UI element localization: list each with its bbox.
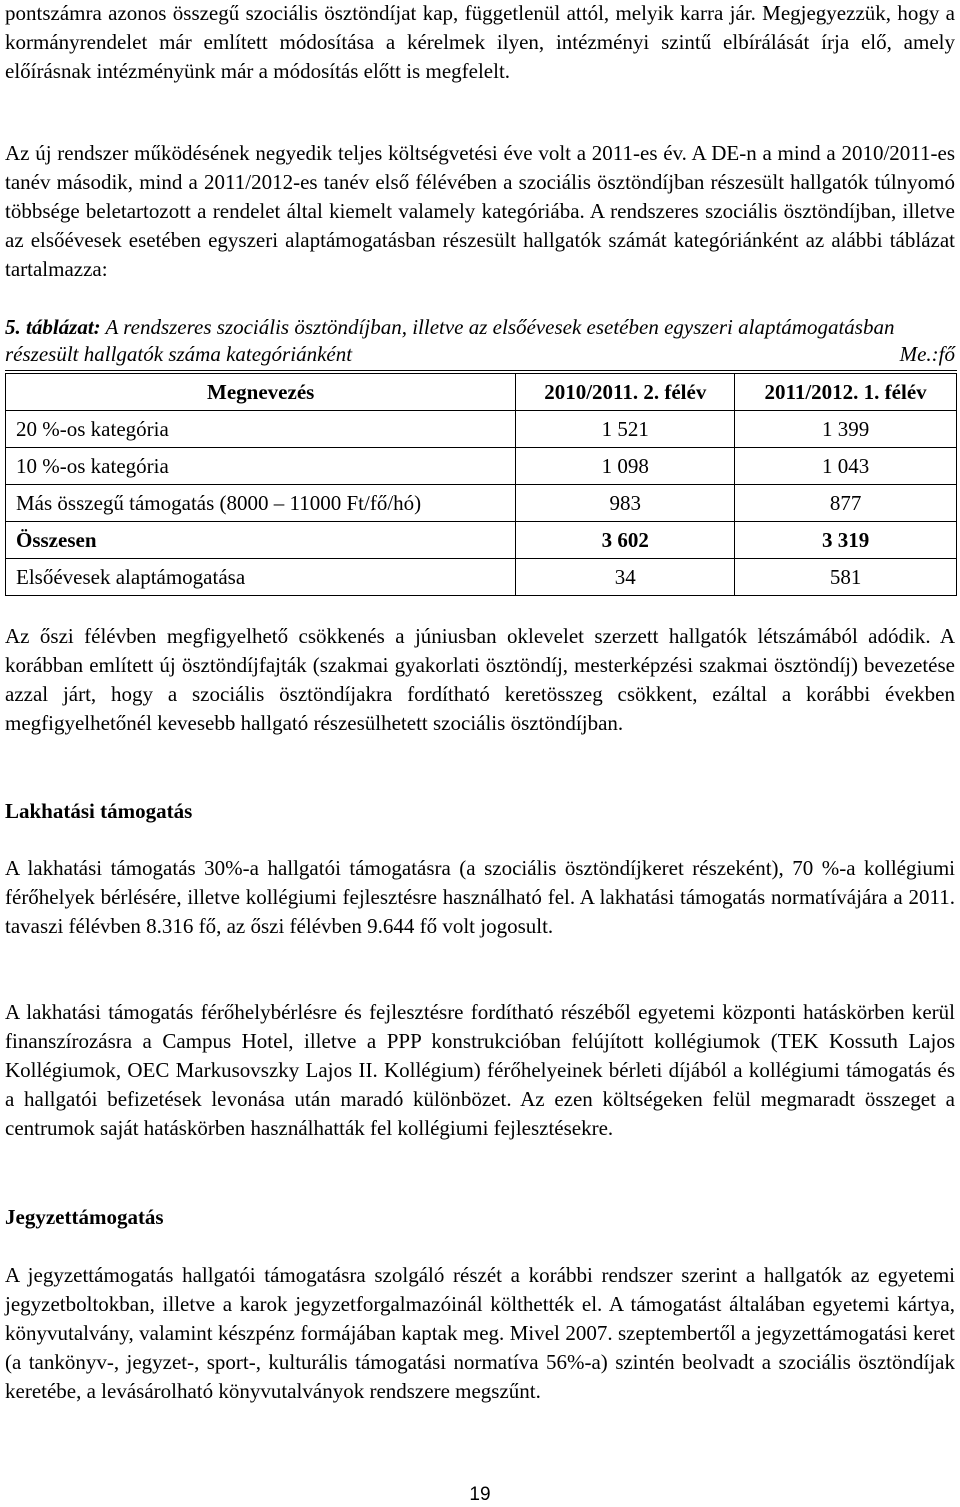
table-cell: 581 xyxy=(735,559,957,596)
table-cell: Más összegű támogatás (8000 – 11000 Ft/fő/hó) xyxy=(6,485,516,522)
heading-lakhatasi: Lakhatási támogatás xyxy=(5,799,193,823)
table-row xyxy=(6,559,957,596)
paragraph-housing-support: A lakhatási támogatás 30%-a hallgatói támogatásra (a szociális ösztöndíjkeret részeként), 70 %-a kollégiumi férőhelyek bérlésére, illetve kollégiumi fejlesztésre használható fel. A lakhatási támogatás normatívájára a 2011. tavaszi félévben 8.316 fő, az őszi félévben 9.644 fő volt jogosult. xyxy=(5,856,955,938)
table-total-row xyxy=(6,522,957,559)
table-cell: Elsőévesek alaptámogatása xyxy=(6,559,516,596)
table-cell: 3 602 xyxy=(516,522,735,559)
table-header-cell: 2011/2012. 1. félév xyxy=(735,372,957,411)
paragraph-housing-funding: A lakhatási támogatás férőhelybérlésre és fejlesztésre fordítható részéből egyetemi központi hatáskörben kerül finanszírozásra a Campus Hotel, illetve a PPP konstrukcióban felújított kollégiumok (TEK Kossuth Lajos Kollégiumok, OEC Markusovszky Lajos II. Kollégium) férőhelyeinek bérleti díjából a kollégiumi támogatás és a hallgatói befizetések levonása után maradó különbözet. Az ezen költségeken felül megmaradt összeget a centrumok saját hatáskörben használhatták fel kollégiumi fejlesztésekre. xyxy=(5,1000,955,1140)
table-cell: 3 319 xyxy=(735,522,957,559)
table-cell: 983 xyxy=(516,485,735,522)
table-cell: 20 %-os kategória xyxy=(6,411,516,448)
table-header-cell: 2010/2011. 2. félév xyxy=(516,372,735,411)
table-cell: 877 xyxy=(735,485,957,522)
table-cell: 1 399 xyxy=(735,411,957,448)
table-caption-text: A rendszeres szociális ösztöndíjban, illetve az elsőévesek esetében egyszeri alaptámogatásban részesült hallgatók száma kategóriánként xyxy=(5,315,895,366)
table-cell: 34 xyxy=(516,559,735,596)
page-number: 19 xyxy=(469,1484,491,1505)
table-caption xyxy=(5,314,955,368)
table-header-row xyxy=(6,372,957,411)
table-caption-number: 5. táblázat: xyxy=(5,315,101,339)
paragraph-autumn-decrease: Az őszi félévben megfigyelhető csökkenés a júniusban oklevelet szerzett hallgatók létszámából adódik. A korábban említett új ösztöndíjfajták (szakmai gyakorlati ösztöndíj, mesterképzési szakmai ösztöndíj) bevezetése azzal járt, hogy a szociális ösztöndíjakra fordítható keretösszeg csökkent, ezáltal a korábbi években megfigyelhetőnél kevesebb hallgató részesülhetett szociális ösztöndíjban. xyxy=(5,624,955,735)
table-header-cell: Megnevezés xyxy=(6,372,516,411)
heading-jegyzet: Jegyzettámogatás xyxy=(5,1205,164,1229)
table-cell: Összesen xyxy=(6,522,516,559)
table-cell: 1 521 xyxy=(516,411,735,448)
scholarship-table xyxy=(5,370,957,596)
table-cell: 1 098 xyxy=(516,448,735,485)
table-cell: 1 043 xyxy=(735,448,957,485)
table-cell: 10 %-os kategória xyxy=(6,448,516,485)
paragraph-note-support: A jegyzettámogatás hallgatói támogatásra szolgáló részét a korábbi rendszer szerint a hallgatók az egyetemi jegyzetboltokban, illetve a karok jegyzetforgalmazóinál költhették el. A támogatást általában egyetemi kártya, könyvutalvány, valamint készpénz formájában kaptak meg. Mivel 2007. szeptembertől a jegyzettámogatási keret (a tankönyv-, jegyzet-, sport-, kulturális támogatási normatíva 56%-a) szintén beolvadt a szociális ösztöndíjak keretébe, a levásárolható könyvutalványok rendszere megszűnt. xyxy=(5,1263,955,1403)
table-row xyxy=(6,485,957,522)
paragraph-intro: pontszámra azonos összegű szociális ösztöndíjat kap, függetlenül attól, melyik karra jár. Megjegyezzük, hogy a kormányrendelet már említett módosítása a kérelmek ilyen, intézményi szintű elbírálását írja elő, amely előírásnak intézményünk már a módosítás előtt is megfelelt. xyxy=(5,1,955,83)
table-unit: Me.:fő xyxy=(899,342,955,366)
table-row xyxy=(6,411,957,448)
table-row xyxy=(6,448,957,485)
paragraph-system-year: Az új rendszer működésének negyedik teljes költségvetési éve volt a 2011-es év. A DE-n a mind a 2010/2011-es tanév második, mind a 2011/2012-es tanév első félévében a szociális ösztöndíjban részesült hallgatók túlnyomó többsége beletartozott a rendelet által kiemelt valamely kategóriába. A rendszeres szociális ösztöndíjban, illetve az elsőévesek esetében egyszeri alaptámogatásban részesült hallgatók számát kategóriánként az alábbi táblázat tartalmazza: xyxy=(5,141,955,281)
